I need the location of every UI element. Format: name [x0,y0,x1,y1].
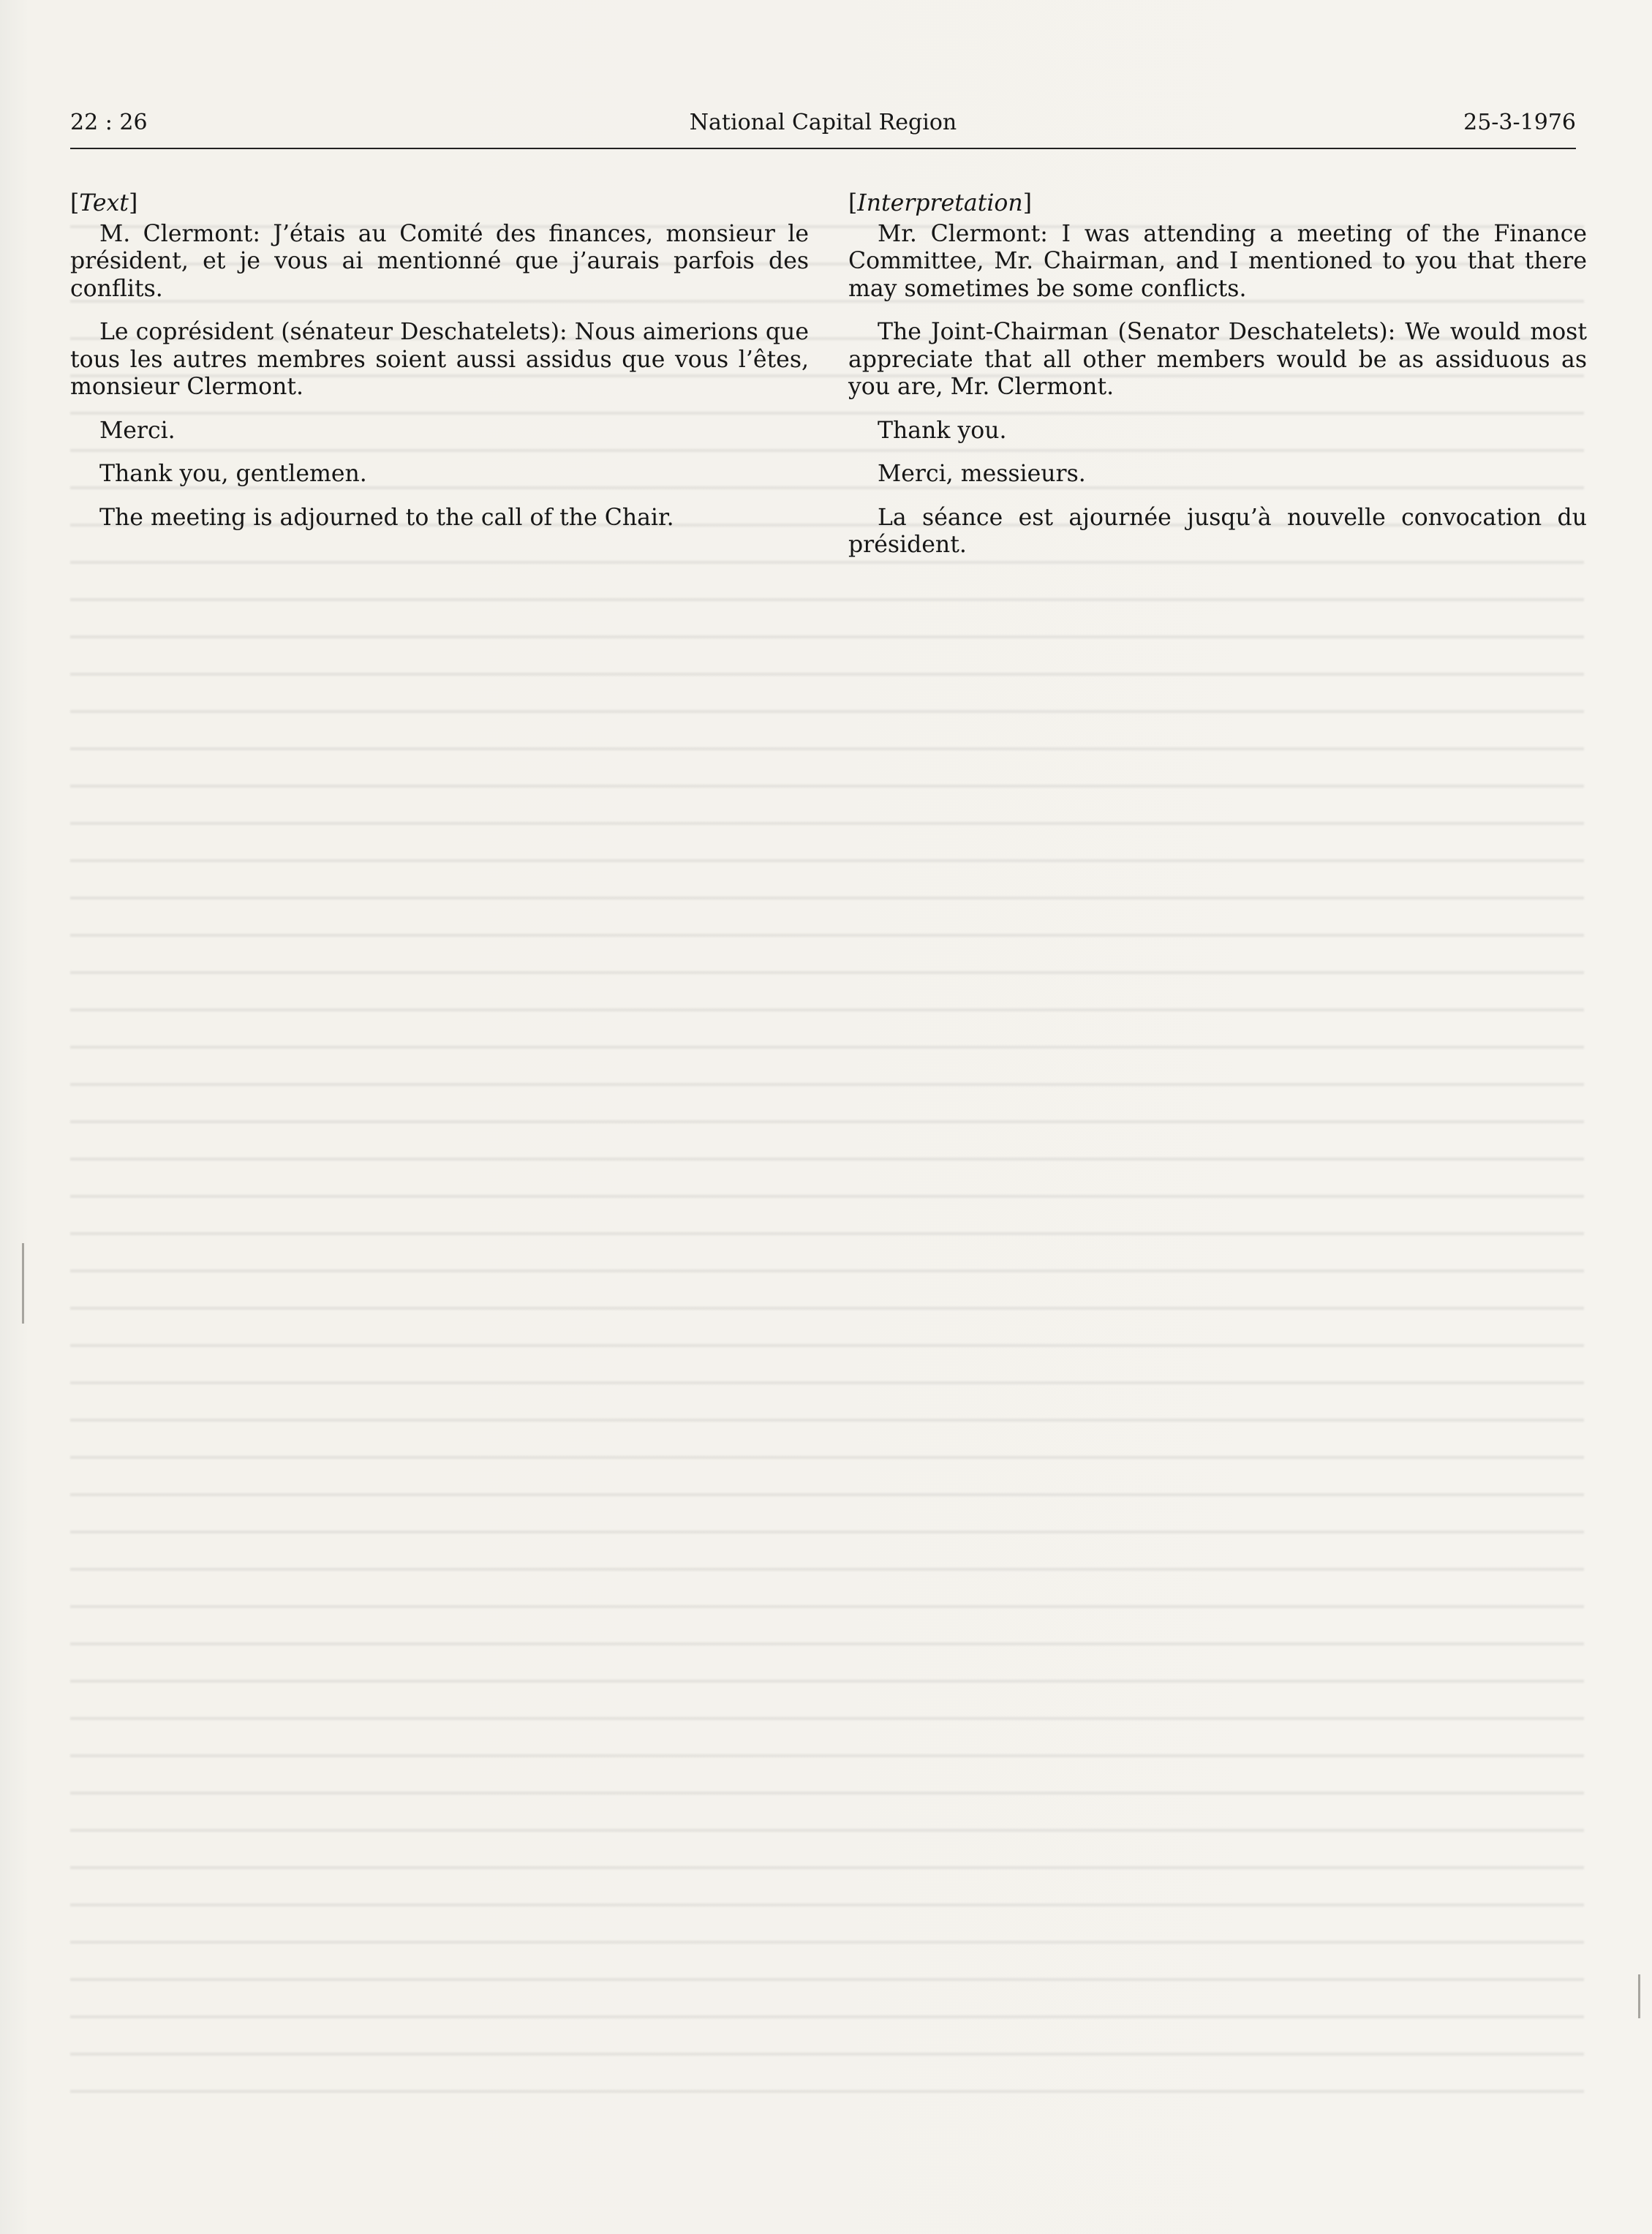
right-column [848,190,1587,576]
interpretation-tag: [Interpretation] [848,190,1032,216]
adjournment-line-fr: La séance est ajournée jusqu’à nouvelle convocation du président. [848,504,1587,558]
running-header [70,110,1576,139]
adjournment-line: The meeting is adjourned to the call of the Chair. [99,504,674,531]
cochair-remark-fr: Le coprésident (sénateur Deschatelets): Nous aimerions que tous les autres membres soient aussi assidus que vous l’êtes, monsieur Clermont. [70,319,809,400]
clermont-remark-fr: M. Clermont: J’étais au Comité des finances, monsieur le président, et je vous ai mentionné que j’aurais parfois des conflits. [70,220,809,302]
header-rule [70,148,1576,149]
page-number: 22 : 26 [70,110,148,135]
header-date: 25-3-1976 [1463,110,1576,135]
left-column [70,190,809,548]
header-title: National Capital Region [689,110,957,135]
thank-you-line: Thank you, gentlemen. [99,461,367,487]
thank-you-line: Thank you. [878,417,1007,444]
speaker-name: Mr. Clermont: [878,220,1048,247]
speaker-name: The Joint-Chairman (Senator Deschatelets): [878,319,1396,345]
text-tag: [Text] [70,190,138,216]
speaker-name: Le coprésident (sénateur Deschatelets): [99,319,567,345]
clermont-remark-en: Mr. Clermont: I was attending a meeting of the Finance Committee, Mr. Chairman, and I mentioned to you that there may sometimes be some conflicts. [848,220,1587,302]
margin-mark [22,1243,24,1324]
speaker-name: M. Clermont: [99,220,260,247]
cochair-remark-en: The Joint-Chairman (Senator Deschatelets): We would most appreciate that all other members would be as assiduous as you are, Mr. Clermont. [848,319,1587,400]
merci-messieurs-line: Merci, messieurs. [878,461,1086,487]
margin-mark [1638,1974,1640,2018]
merci-line: Merci. [99,417,176,444]
